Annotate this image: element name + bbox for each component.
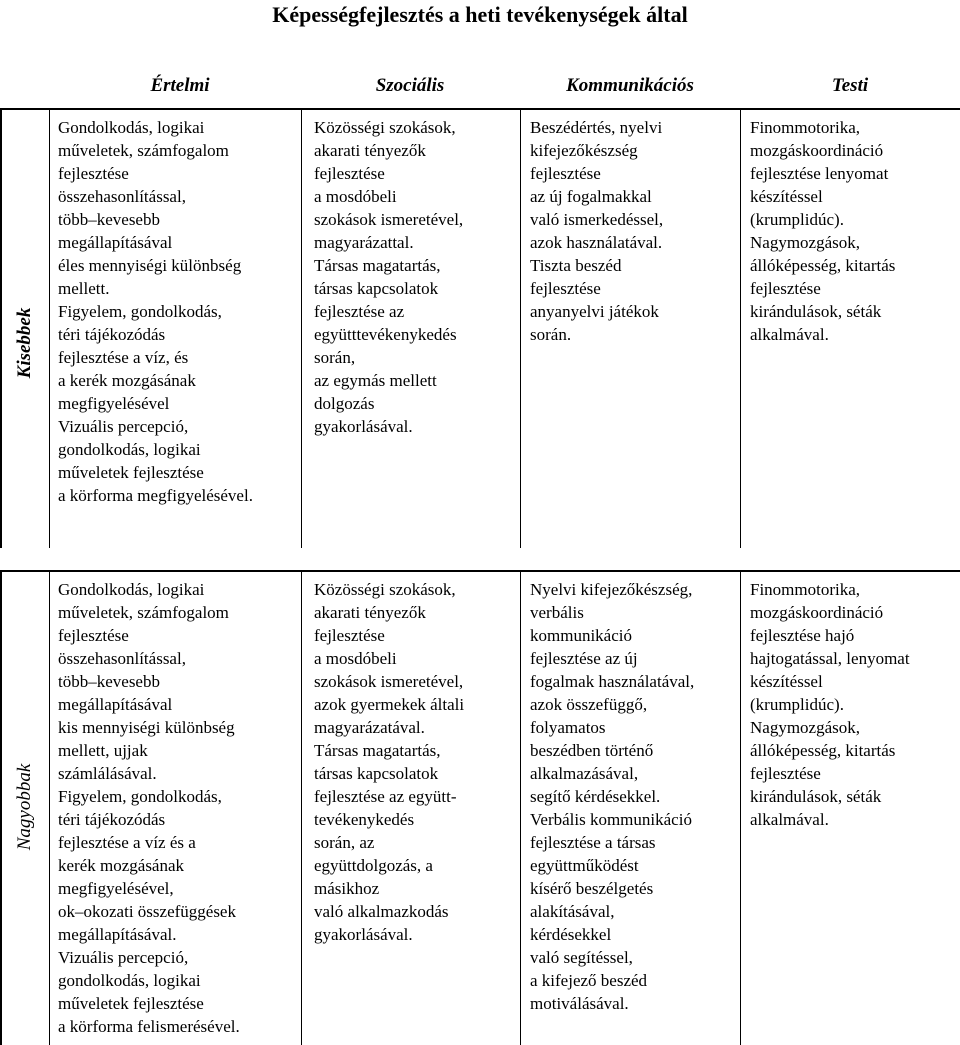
page-title: Képességfejlesztés a heti tevékenységek által xyxy=(272,2,688,27)
table2-divider-3 xyxy=(740,570,741,1045)
cell-kisebbek-testi: Finommotorika, mozgáskoordináció fejlesztése lenyomat készítéssel (krumplidúc). Nagymozgások, állóképesség, kitartás fejlesztése kirándulások, séták alkalmával. xyxy=(750,118,896,344)
table2-divider-2 xyxy=(520,570,521,1045)
table1-divider-label xyxy=(49,108,50,548)
table1-top-border xyxy=(0,108,960,110)
column-headers xyxy=(0,72,960,100)
column-header-kommunikacios: Kommunikációs xyxy=(566,75,694,96)
column-header-szocialis: Szociális xyxy=(375,75,445,96)
row-label-kisebbek: Kisebbek xyxy=(14,307,35,379)
table2-left-border xyxy=(0,570,2,1045)
cell-kisebbek-kommunikacios: Beszédértés, nyelvi kifejezőkészség fejlesztése az új fogalmakkal való ismerkedéssel, azok használatával. Tiszta beszéd fejlesztése anyanyelvi játékok során. xyxy=(530,118,664,344)
column-header-testi: Testi xyxy=(831,75,869,96)
row-label-nagyobbak: Nagyobbak xyxy=(14,763,35,851)
cell-kisebbek-szocialis: Közösségi szokások, akarati tényezők fejlesztése a mosdóbeli szokások ismeretével, magyarázattal. Társas magatartás, társas kapcsolatok fejlesztése az együtttevékenykedés során, az egymás mellett dolgozás gyakorlásával. xyxy=(314,118,464,436)
cell-nagyobbak-testi: Finommotorika, mozgáskoordináció fejlesztése hajó hajtogatással, lenyomat készítéssel (krumplidúc). Nagymozgások, állóképesség, kitartás fejlesztése kirándulások, séták alkalmával. xyxy=(750,580,910,829)
cell-nagyobbak-kommunikacios: Nyelvi kifejezőkészség, verbális kommunikáció fejlesztése az új fogalmak használatával, azok összefüggő, folyamatos beszédben történő alkalmazásával, segítő kérdésekkel. Verbális kommunikáció fejlesztése a társas együttműködést kísérő beszélgetés alakításával, kérdésekkel való segítéssel, a kifejező beszéd motiválásával. xyxy=(530,580,695,1013)
table1-divider-3 xyxy=(740,108,741,548)
table1-divider-2 xyxy=(520,108,521,548)
cell-nagyobbak-ertelmi: Gondolkodás, logikai műveletek, számfogalom fejlesztése összehasonlítással, több–kevesebb megállapításával kis mennyiségi különbség mellett, ujjak számlálásával. Figyelem, gondolkodás, téri tájékozódás fejlesztése a víz és a kerék mozgásának megfigyelésével, ok–okozati összefüggések megállapításával. Vizuális percepció, gondolkodás, logikai műveletek fejlesztése a körforma felismerésével. xyxy=(58,580,240,1036)
table2-divider-label xyxy=(49,570,50,1045)
table1-left-border xyxy=(0,108,2,548)
column-header-ertelmi: Értelmi xyxy=(150,75,210,96)
table1-divider-1 xyxy=(301,108,302,548)
cell-kisebbek-ertelmi: Gondolkodás, logikai műveletek, számfogalom fejlesztése összehasonlítással, több–kevesebb megállapításával éles mennyiségi különbség mellett. Figyelem, gondolkodás, téri tájékozódás fejlesztése a víz, és a kerék mozgásának megfigyelésével Vizuális percepció, gondolkodás, logikai műveletek fejlesztése a körforma megfigyelésével. xyxy=(58,118,253,505)
cell-nagyobbak-szocialis: Közösségi szokások, akarati tényezők fejlesztése a mosdóbeli szokások ismeretével, azok gyermekek általi magyarázatával. Társas magatartás, társas kapcsolatok fejlesztése az együtt- tevékenykedés során, az együttdolgozás, a másikhoz való alkalmazkodás gyakorlásával. xyxy=(314,580,465,944)
table2-divider-1 xyxy=(301,570,302,1045)
table2-top-border xyxy=(0,570,960,572)
